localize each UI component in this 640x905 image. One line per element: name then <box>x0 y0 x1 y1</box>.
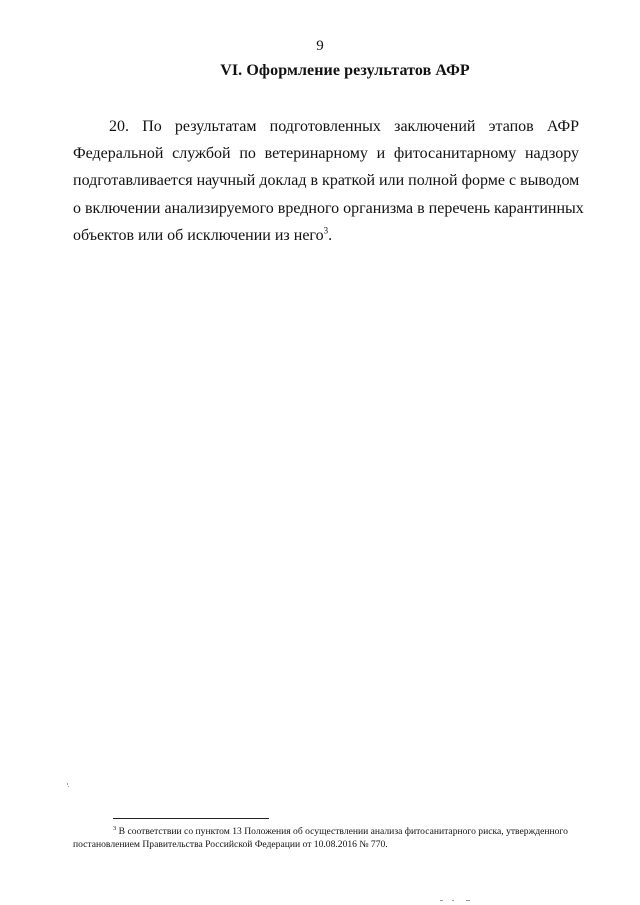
scan-dot <box>452 900 454 901</box>
footnote-line-1-text: В соответствии со пунктом 13 Положения об осуществлении анализа фитосанитарного риска, утвержденного <box>118 826 568 837</box>
paragraph-end-punct: . <box>328 226 333 244</box>
scan-dot <box>466 900 470 901</box>
page-number: 9 <box>316 38 324 54</box>
footnote-line-2: постановлением Правительства Российской Федерации от 10.08.2016 № 770. <box>73 839 388 850</box>
paragraph-line-1 <box>73 113 579 140</box>
paragraph-line-5 <box>73 222 579 249</box>
scan-dot <box>67 783 68 785</box>
paragraph-line-4: о включении анализируемого вредного организма в перечень карантинных <box>73 199 584 217</box>
paragraph-line-1-text: По результатам подготовленных заключений этапов АФР <box>142 118 579 135</box>
footnote-marker: 3 <box>113 824 117 832</box>
paragraph-line-2: Федеральной службой по ветеринарному и фитосанитарному надзору <box>73 145 579 163</box>
scan-dot <box>440 900 443 901</box>
footnote-reference: 3 <box>323 225 329 236</box>
footnote-line-1 <box>73 825 583 838</box>
section-title: VI. Оформление результатов АФР <box>220 62 470 79</box>
paragraph-line-3: подготавливается научный доклад в краткой или полной форме с выводом <box>73 172 580 190</box>
scan-dot <box>68 786 69 787</box>
footnote <box>73 825 583 851</box>
footnote-separator <box>113 818 269 819</box>
paragraph-20 <box>73 113 584 249</box>
paragraph-line-5-text: объектов или об исключении из него <box>73 226 324 244</box>
paragraph-number: 20. <box>109 118 129 135</box>
